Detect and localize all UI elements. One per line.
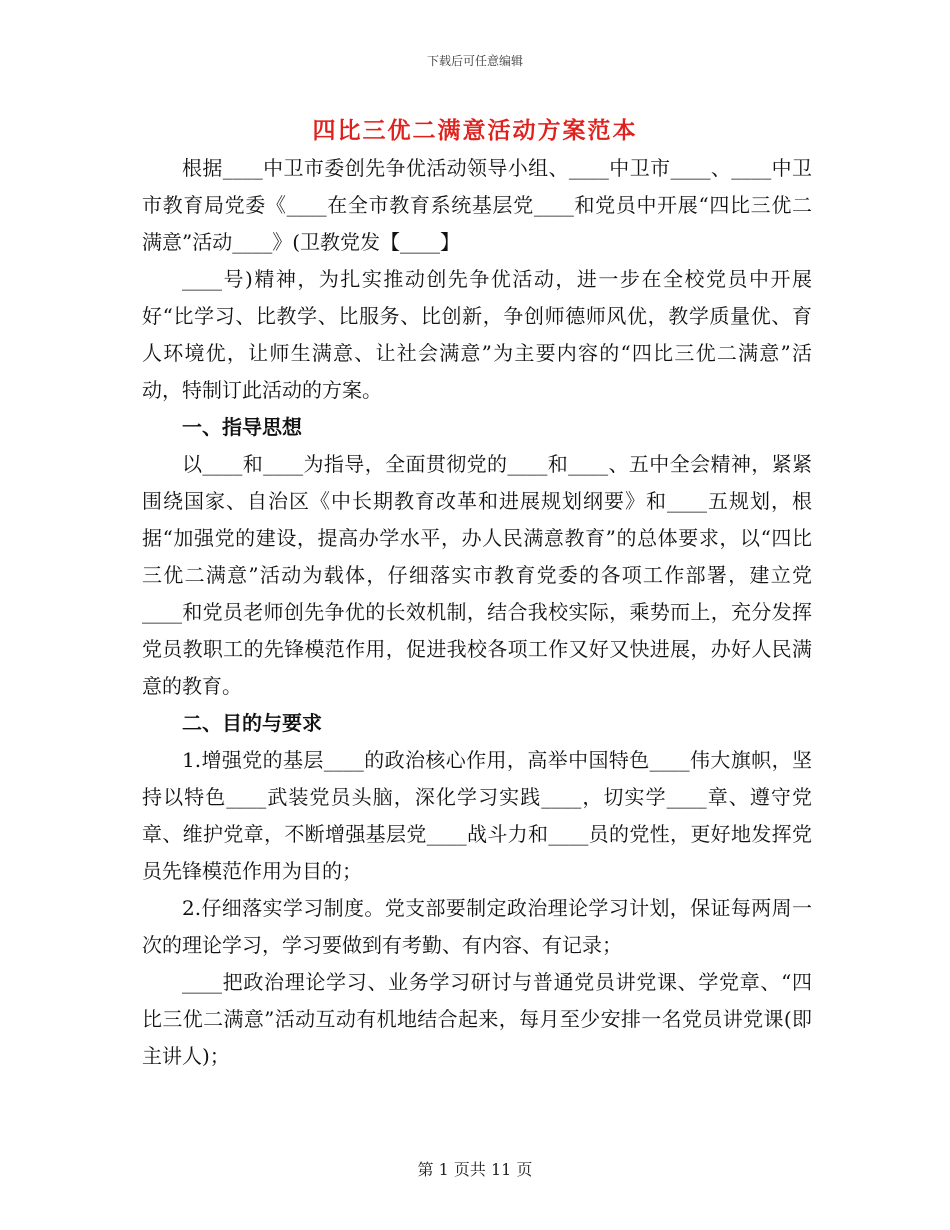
requirement-item-2-continued: ____把政治理论学习、业务学习研讨与普通党员讲党课、学党章、“四比三优二满意”活动互动有机地结合起来，每月至少安排一名党员讲党课(即主讲人)；	[142, 970, 812, 1068]
section-1-paragraph: 以____和____为指导，全面贯彻党的____和____、五中全会精神，紧紧围绕国家、自治区《中长期教育改革和进展规划纲要》和____五规划，根据“加强党的建设，提高办学水平，办人民满意教育”的总体要求，以“四比三优二满意”活动为载体，仔细落实市教育党委的各项工作部署，建立党____和党员老师创先争优的长效机制，结合我校实际，乘势而上，充分发挥党员教职工的先锋模范作用，促进我校各项工作又好又快进展，办好人民满意的教育。	[142, 452, 812, 698]
requirement-item-2: 2.仔细落实学习制度。党支部要制定政治理论学习计划，保证每两周一次的理论学习，学习要做到有考勤、有内容、有记录；	[142, 896, 812, 957]
requirement-item-1: 1.增强党的基层____的政治核心作用，高举中国特色____伟大旗帜，坚持以特色____武装党员头脑，深化学习实践____，切实学____章、遵守党章、维护党章，不断增强基层党____战斗力和____员的党性，更好地发挥党员先锋模范作用为目的；	[142, 748, 812, 883]
intro-paragraph-2: ____号)精神，为扎实推动创先争优活动，进一步在全校党员中开展好“比学习、比教学、比服务、比创新，争创师德师风优，教学质量优、育人环境优，让师生满意、让社会满意”为主要内容的“四比三优二满意”活动，特制订此活动的方案。	[142, 267, 812, 402]
section-heading-purpose-requirements: 二、目的与要求	[182, 711, 322, 735]
section-heading-guiding-ideology: 一、指导思想	[182, 415, 302, 439]
page-number-footer: 第 1 页共 11 页	[417, 1160, 533, 1179]
header-note: 下载后可任意编辑	[426, 54, 523, 68]
document-body	[142, 150, 812, 1075]
document-title: 四比三优二满意活动方案范本	[312, 117, 638, 144]
intro-paragraph-1: 根据____中卫市委创先争优活动领导小组、____中卫市____、____中卫市教育局党委《____在全市教育系统基层党____和党员中开展“四比三优二满意”活动____》(卫教党发【____】	[142, 156, 812, 254]
